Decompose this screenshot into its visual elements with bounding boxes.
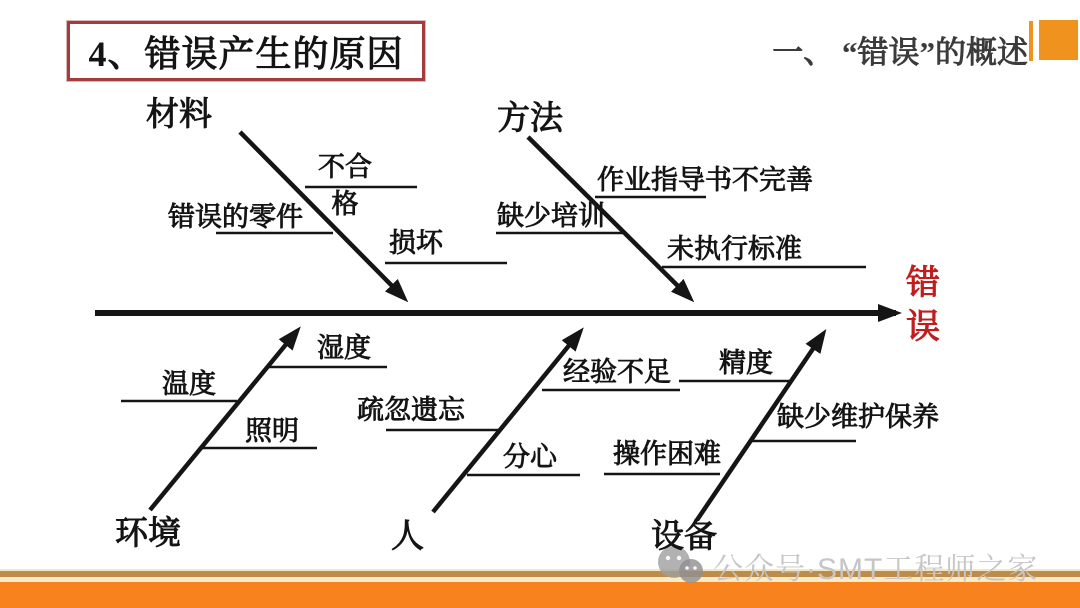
category-label-environment: 环境 bbox=[115, 516, 181, 552]
cause-label-hard-to-operate: 操作困难 bbox=[613, 439, 721, 469]
cause-label-lack-maintenance: 缺少维护保养 bbox=[777, 402, 939, 432]
cause-label-unqualified: 不合格 bbox=[318, 152, 372, 219]
category-label-materials: 材料 bbox=[146, 97, 212, 133]
cause-label-no-standard: 未执行标准 bbox=[667, 234, 802, 264]
category-label-person: 人 bbox=[391, 519, 424, 555]
cause-label-lack-training: 缺少培训 bbox=[497, 201, 605, 231]
cause-label-forgetfulness: 疏忽遗忘 bbox=[357, 395, 465, 425]
watermark-text: 公众号·SMT工程师之家 bbox=[713, 553, 1039, 586]
category-label-equipment: 设备 bbox=[651, 519, 717, 555]
effect-label: 错误 bbox=[906, 265, 940, 346]
section-header: 一、 “错误”的概述 bbox=[772, 35, 1028, 70]
cause-label-damaged: 损坏 bbox=[389, 228, 443, 258]
cause-label-humidity: 湿度 bbox=[317, 333, 371, 363]
cause-label-lighting: 照明 bbox=[245, 416, 299, 446]
cause-label-precision: 精度 bbox=[719, 348, 773, 378]
cause-label-distraction: 分心 bbox=[503, 442, 557, 472]
page-title: 4、错误产生的原因 bbox=[88, 33, 404, 74]
cause-label-wrong-parts: 错误的零件 bbox=[168, 202, 303, 232]
cause-label-inexperience: 经验不足 bbox=[563, 357, 671, 387]
cause-label-temperature: 温度 bbox=[162, 369, 216, 399]
category-label-methods: 方法 bbox=[497, 101, 563, 137]
cause-label-work-instruction: 作业指导书不完善 bbox=[597, 165, 813, 195]
